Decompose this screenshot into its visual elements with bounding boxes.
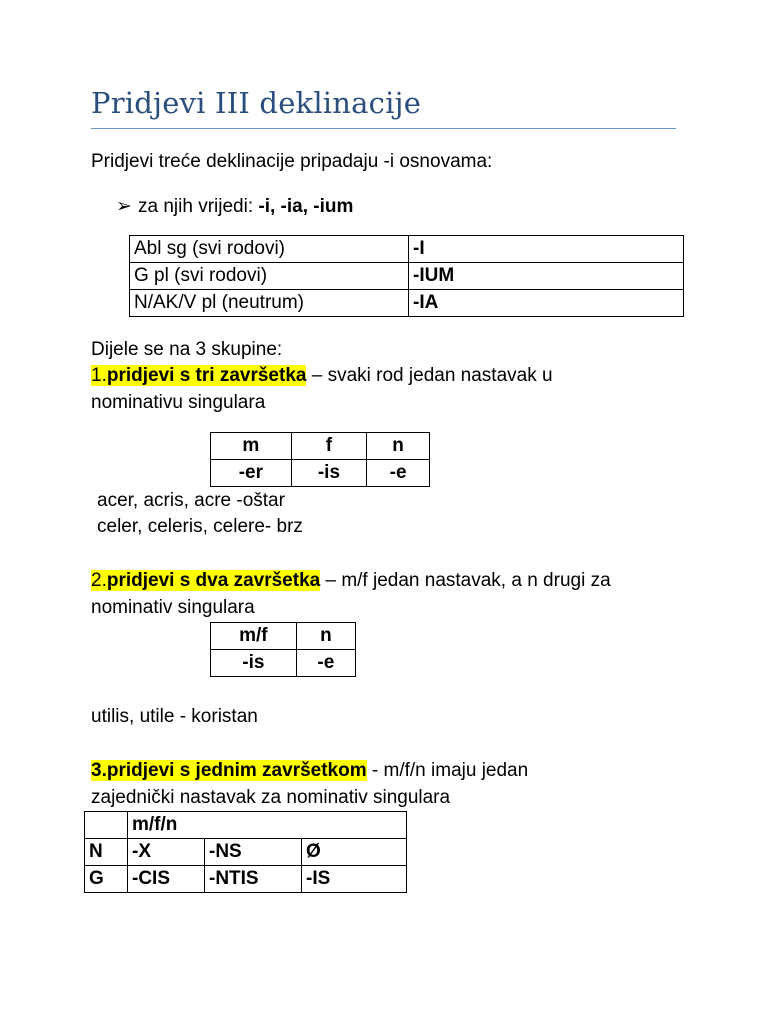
bullet-bold: -i, -ia, -ium <box>258 196 354 217</box>
endings-table <box>129 235 684 317</box>
table-cell: -IS <box>302 866 407 893</box>
arrow-bullet-icon: ➢ <box>116 196 132 217</box>
group1-desc2: nominativu singulara <box>91 392 266 413</box>
table-cell: -er <box>211 460 292 487</box>
table-cell: f <box>291 433 367 460</box>
table-cell <box>85 812 128 839</box>
table-cell: -NS <box>205 839 302 866</box>
bullet-text <box>138 194 353 220</box>
table-cell: N/AK/V pl (neutrum) <box>130 290 409 317</box>
group2-table <box>210 622 356 677</box>
table-cell: -NTIS <box>205 866 302 893</box>
table-row <box>211 433 430 460</box>
group1-heading-line <box>91 363 553 389</box>
table-cell: G pl (svi rodovi) <box>130 263 409 290</box>
group1-desc: – svaki rod jedan nastavak u <box>306 365 553 386</box>
group1-number: 1. <box>91 365 107 386</box>
group1-example-1: acer, acris, acre -oštar <box>97 490 285 511</box>
table-cell: -is <box>291 460 367 487</box>
title-underline <box>91 128 676 129</box>
table-cell: m/f <box>211 623 297 650</box>
group3-desc: - m/f/n imaju jedan <box>366 760 529 781</box>
table-row <box>211 650 356 677</box>
group2-desc: – m/f jedan nastavak, a n drugi za <box>320 570 611 591</box>
table-row <box>85 866 407 893</box>
table-cell: -X <box>128 839 205 866</box>
table-cell: Abl sg (svi rodovi) <box>130 236 409 263</box>
table-row <box>211 460 430 487</box>
group1-table <box>210 432 430 487</box>
bullet-prefix: za njih vrijedi: <box>138 196 259 217</box>
groups-intro: Dijele se na 3 skupine: <box>91 339 283 360</box>
group2-heading: pridjevi s dva završetka <box>106 570 321 591</box>
table-cell: -I <box>409 236 684 263</box>
table-cell: m <box>211 433 292 460</box>
table-cell: G <box>85 866 128 893</box>
table-row <box>130 263 684 290</box>
group3-heading-line <box>91 758 528 784</box>
table-cell: -e <box>367 460 430 487</box>
table-cell: m/f/n <box>128 812 407 839</box>
table-cell: n <box>296 623 355 650</box>
table-row <box>85 839 407 866</box>
table-row <box>130 290 684 317</box>
table-row <box>211 623 356 650</box>
intro-text: Pridjevi treće deklinacije pripadaju -i osnovama: <box>91 151 493 172</box>
table-cell: Ø <box>302 839 407 866</box>
group2-number: 2. <box>91 570 107 591</box>
table-row <box>130 236 684 263</box>
page-title: Pridjevi III deklinacije <box>91 86 422 120</box>
table-cell: N <box>85 839 128 866</box>
table-cell: -CIS <box>128 866 205 893</box>
group2-example: utilis, utile - koristan <box>91 706 258 727</box>
group1-heading: pridjevi s tri završetka <box>106 365 307 386</box>
table-cell: -is <box>211 650 297 677</box>
table-cell: n <box>367 433 430 460</box>
group1-example-2: celer, celeris, celere- brz <box>97 516 303 537</box>
table-cell: -IUM <box>409 263 684 290</box>
group3-desc2: zajednički nastavak za nominativ singulara <box>91 787 451 808</box>
table-cell: -IA <box>409 290 684 317</box>
group2-desc2: nominativ singulara <box>91 597 255 618</box>
table-cell: -e <box>296 650 355 677</box>
group2-heading-line <box>91 568 611 594</box>
table-row <box>85 812 407 839</box>
group3-table <box>84 811 407 893</box>
group3-heading: 3.pridjevi s jednim završetkom <box>91 760 367 781</box>
